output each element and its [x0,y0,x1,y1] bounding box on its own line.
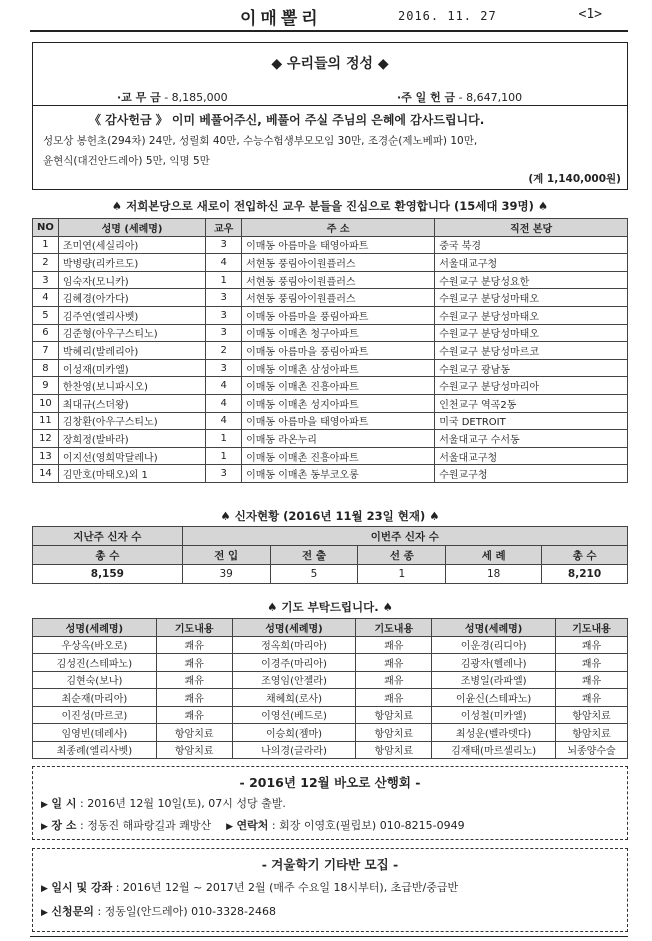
row-number: 11 [33,412,59,430]
prayer-person: 정옥희(마리아) [232,636,356,654]
hiking-place-line [41,817,465,833]
previous-parish: 수원교구 분당성마리아 [435,377,628,395]
table-row [33,706,628,724]
col-header: 기도내용 [156,619,232,637]
prayer-person: 이성철(미카엘) [432,706,556,724]
bulletin-title: 이매뽈리 [240,9,322,29]
row-number: 1 [33,236,59,254]
member-name: 박혜리(발레리아) [58,342,205,360]
newcomers-table [32,218,628,483]
prayer-person: 김광자(헬레나) [432,654,556,672]
col-header: 기도내용 [556,619,628,637]
member-name: 이지선(영희막달레나) [58,447,205,465]
offering-divider [33,105,627,106]
family-count: 3 [206,324,242,342]
hiking-date-value: : 2016년 12월 10일(토), 07시 성당 출발. [80,797,286,810]
col-header: 전 출 [270,546,358,565]
table-row [33,465,628,483]
row-number: 8 [33,359,59,377]
prayer-intention: 쾌유 [556,636,628,654]
hiking-title: - 2016년 12월 바오로 산행회 - [239,775,421,790]
row-number: 2 [33,254,59,272]
guitar-inquiry-line [41,903,276,919]
previous-parish: 서울대교구 수서동 [435,430,628,448]
address: 서현동 풍림아이원플러스 [242,271,435,289]
member-name: 김만호(마태오)외 1 [58,465,205,483]
prayer-intention: 항암치료 [356,741,432,759]
prayer-person: 우상옥(바오로) [33,636,157,654]
hiking-date-label: 일 시 [51,797,77,810]
table-row [33,342,628,360]
last-week-total: 8,159 [33,565,183,584]
prayer-person: 이윤신(스테파노) [432,689,556,707]
family-count: 2 [206,342,242,360]
sunday-offering-amount [397,89,522,105]
prayer-intention: 쾌유 [556,671,628,689]
family-count: 4 [206,377,242,395]
table-row [33,447,628,465]
prayer-person: 김재태(마르셀리노) [432,741,556,759]
address: 이매동 이매촌 청구아파트 [242,324,435,342]
moved-in-count: 39 [182,565,270,584]
thanks-title: 《 감사헌금 》 이미 베풀어주신, 베풀어 주실 주님의 은혜에 감사드립니다. [89,113,485,127]
family-count: 3 [206,465,242,483]
this-week-total: 8,210 [542,565,628,584]
prayer-intention: 항암치료 [156,741,232,759]
guitar-title: - 겨울학기 기타반 모집 - [261,857,399,872]
member-name: 조미연(세실리아) [58,236,205,254]
table-row [33,254,628,272]
bulletin-date: 2016. 11. 27 [398,9,497,23]
table-row [33,430,628,448]
row-number: 4 [33,289,59,307]
guitar-schedule-line [41,879,458,895]
tithe-amount [117,89,228,105]
member-name: 장희정(발바라) [58,430,205,448]
address: 이매동 이매촌 동부코오롱 [242,465,435,483]
col-header: NO [33,219,59,237]
table-row [33,546,628,565]
row-number: 5 [33,306,59,324]
address: 이매동 아름마을 태영아파트 [242,412,435,430]
table-row [33,306,628,324]
prayer-intention: 쾌유 [356,689,432,707]
col-header: 주 소 [242,219,435,237]
family-count: 1 [206,271,242,289]
family-count: 3 [206,289,242,307]
previous-parish: 수원교구 분당성마태오 [435,324,628,342]
prayer-intention: 쾌유 [156,636,232,654]
page-number: <1> [578,7,602,22]
address: 이매동 아름마을 풍림아파트 [242,306,435,324]
bullet-icon: ▶ [41,800,48,810]
table-row [33,654,628,672]
prayer-person: 최성운(벨라뎃다) [432,724,556,742]
table-row [33,412,628,430]
row-number: 3 [33,271,59,289]
family-count: 4 [206,254,242,272]
this-week-label: 이번주 신자 수 [182,527,627,546]
member-name: 김혜경(아가다) [58,289,205,307]
prayer-intention: 쾌유 [356,654,432,672]
member-name: 김주연(엘리사벳) [58,306,205,324]
table-row [33,565,628,584]
col-header: 세 례 [446,546,542,565]
believers-table [32,526,628,584]
tithe-value: - 8,185,000 [164,91,228,104]
prayer-person: 최순재(마리아) [33,689,157,707]
welcome-heading: ♠ 저희본당으로 새로이 전입하신 교우 분들을 진심으로 환영합니다 (15세대 39명) ♠ [111,199,549,213]
row-number: 14 [33,465,59,483]
prayer-intention: 쾌유 [156,671,232,689]
member-name: 김창환(아우구스티노) [58,412,205,430]
sunday-offering-value: - 8,647,100 [458,91,523,104]
hiking-contact-label: 연락처 [236,819,269,832]
row-number: 13 [33,447,59,465]
row-number: 10 [33,394,59,412]
prayer-intention: 쾌유 [156,706,232,724]
prayer-intention: 쾌유 [156,654,232,672]
prayer-person: 이승희(젬마) [232,724,356,742]
address: 서현동 풍림아이원플러스 [242,289,435,307]
baptism-count: 18 [446,565,542,584]
table-row [33,671,628,689]
page-header [30,4,626,30]
prayer-intention: 항암치료 [556,706,628,724]
footer-rule [30,936,628,937]
col-header: 선 종 [358,546,446,565]
hiking-place-label: 장 소 [51,819,77,832]
previous-parish: 중국 북경 [435,236,628,254]
prayer-person: 김성진(스테파노) [33,654,157,672]
prayer-person: 김현숙(보나) [33,671,157,689]
thanks-total: (계 1,140,000원) [528,173,621,185]
address: 서현동 풍림아이원플러스 [242,254,435,272]
col-header: 총 수 [542,546,628,565]
prayer-intention: 쾌유 [156,689,232,707]
previous-parish: 수원교구청 [435,465,628,483]
last-week-label: 지난주 신자 수 [33,527,183,546]
guitar-announcement [32,848,628,932]
family-count: 3 [206,306,242,324]
header-rule [30,30,628,32]
tithe-label: ·교 무 금 [117,91,161,104]
address: 이매동 아름마을 태영아파트 [242,236,435,254]
row-number: 9 [33,377,59,395]
hiking-contact-value: : 회장 이영호(필립보) 010-8215-0949 [271,819,465,832]
table-header-row [33,219,628,237]
address: 이매동 아름마을 풍림아파트 [242,342,435,360]
prayer-person: 이운경(리디아) [432,636,556,654]
table-header-row [33,619,628,637]
prayer-intention: 쾌유 [556,689,628,707]
address: 이매동 이매촌 진흥아파트 [242,377,435,395]
prayer-person: 임영빈(데레사) [33,724,157,742]
bullet-icon: ▶ [41,884,48,894]
col-header: 교우 [206,219,242,237]
family-count: 4 [206,394,242,412]
previous-parish: 수원교구 분당성마르코 [435,342,628,360]
offering-heading: ◆ 우리들의 정성 ◆ [271,56,389,72]
previous-parish: 수원교구 분당성마태오 [435,289,628,307]
prayer-person: 이진성(마르코) [33,706,157,724]
member-name: 임숙자(모니카) [58,271,205,289]
previous-parish: 서울대교구청 [435,254,628,272]
prayer-intention: 항암치료 [356,706,432,724]
guitar-inquiry-label: 신청문의 [51,905,94,918]
moved-out-count: 5 [270,565,358,584]
address: 이매동 이매촌 삼성아파트 [242,359,435,377]
table-row [33,394,628,412]
col-header: 성명(세례명) [432,619,556,637]
address: 이매동 라온누리 [242,430,435,448]
hiking-announcement [32,766,628,840]
row-number: 12 [33,430,59,448]
previous-parish: 수원교구 분당성요한 [435,271,628,289]
prayer-person: 최종례(엘리사벳) [33,741,157,759]
table-row [33,359,628,377]
believers-heading: ♠ 신자현황 (2016년 11월 23일 현재) ♠ [220,509,440,523]
col-header: 성명 (세례명) [58,219,205,237]
address: 이매동 이매촌 성지아파트 [242,394,435,412]
table-row [33,377,628,395]
member-name: 이성재(미카엘) [58,359,205,377]
table-row [33,527,628,546]
prayer-person: 이경주(마리아) [232,654,356,672]
family-count: 4 [206,412,242,430]
col-header: 직전 본당 [435,219,628,237]
address: 이매동 이매촌 진흥아파트 [242,447,435,465]
thanks-line: 윤현식(대건안드레아) 5만, 익명 5만 [43,155,210,167]
prayer-intention: 항암치료 [156,724,232,742]
table-row [33,271,628,289]
guitar-inquiry-value: : 정동일(안드레아) 010-3328-2468 [97,905,277,918]
sunday-offering-label: ·주 일 헌 금 [397,91,456,104]
total-label: 총 수 [33,546,183,565]
member-name: 최대규(스더왕) [58,394,205,412]
guitar-schedule-value: : 2016년 12월 ~ 2017년 2월 (매주 수요일 18시부터), 초급반/중급반 [115,881,459,894]
prayer-intention: 쾌유 [356,636,432,654]
family-count: 1 [206,430,242,448]
prayer-person: 조병일(라파엘) [432,671,556,689]
prayer-table [32,618,628,759]
prayer-intention: 쾌유 [556,654,628,672]
family-count: 3 [206,359,242,377]
member-name: 한찬영(보니파시오) [58,377,205,395]
previous-parish: 수원교구 분당성마태오 [435,306,628,324]
prayer-person: 채혜희(로사) [232,689,356,707]
prayer-intention: 항암치료 [556,724,628,742]
member-name: 김준형(아우구스티노) [58,324,205,342]
previous-parish: 인천교구 역곡2동 [435,394,628,412]
col-header: 전 입 [182,546,270,565]
table-row [33,741,628,759]
thanks-body [43,131,623,171]
previous-parish: 수원교구 광남동 [435,359,628,377]
table-row [33,636,628,654]
deceased-count: 1 [358,565,446,584]
table-row [33,324,628,342]
member-name: 박병량(리카르도) [58,254,205,272]
col-header: 기도내용 [356,619,432,637]
table-row [33,689,628,707]
bullet-icon: ▶ [41,822,48,832]
row-number: 7 [33,342,59,360]
table-row [33,289,628,307]
thanks-line: 성모상 봉헌초(294차) 24만, 성릴회 40만, 수능수험생부모모임 30만, 조경순(제노베파) 10만, [43,135,478,147]
family-count: 1 [206,447,242,465]
prayer-person: 나의경(글라라) [232,741,356,759]
offering-box [32,42,628,190]
prayer-intention: 항암치료 [356,724,432,742]
prayer-person: 조영임(안젤라) [232,671,356,689]
prayer-person: 이영선(베드로) [232,706,356,724]
col-header: 성명(세례명) [33,619,157,637]
previous-parish: 미국 DETROIT [435,412,628,430]
bullet-icon: ▶ [226,822,234,832]
table-row [33,724,628,742]
family-count: 3 [206,236,242,254]
prayer-intention: 쾌유 [356,671,432,689]
row-number: 6 [33,324,59,342]
hiking-place-value: : 정동진 해파랑길과 쾌방산 [80,819,212,832]
bullet-icon: ▶ [41,908,48,918]
prayer-heading: ♠ 기도 부탁드립니다. ♠ [267,600,393,614]
guitar-schedule-label: 일시 및 강좌 [51,881,113,894]
hiking-date-line [41,795,286,811]
table-row [33,236,628,254]
prayer-intention: 뇌종양수술 [556,741,628,759]
previous-parish: 서울대교구청 [435,447,628,465]
col-header: 성명(세례명) [232,619,356,637]
